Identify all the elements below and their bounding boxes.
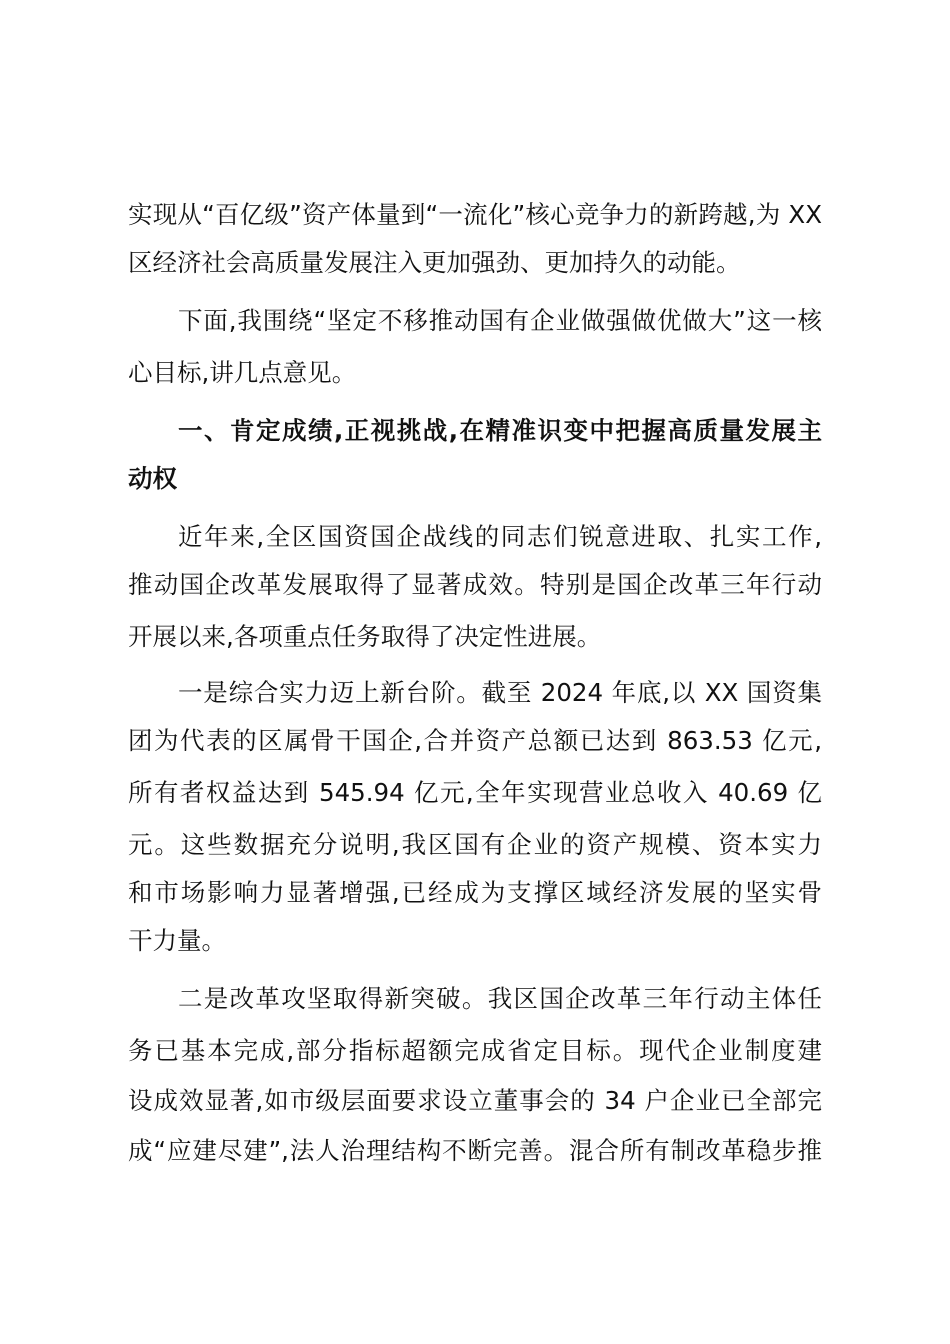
- text-line: 所有者权益达到 545.94 亿元,全年实现营业总收入 40.69 亿: [128, 778, 822, 807]
- text-line: 二是改革攻坚取得新突破。我区国企改革三年行动主体任: [178, 984, 822, 1013]
- text-line: 心目标,讲几点意见。: [128, 358, 357, 387]
- text-line: 元。这些数据充分说明,我区国有企业的资产规模、资本实力: [128, 830, 822, 859]
- text-line: 团为代表的区属骨干国企,合并资产总额已达到 863.53 亿元,: [128, 726, 822, 755]
- text-line: 开展以来,各项重点任务取得了决定性进展。: [128, 622, 602, 651]
- heading-line: 动权: [128, 464, 177, 493]
- text-line: 实现从“百亿级”资产体量到“一流化”核心竞争力的新跨越,为 XX: [128, 200, 822, 229]
- text-line: 干力量。: [128, 926, 226, 955]
- text-line: 下面,我围绕“坚定不移推动国有企业做强做优做大”这一核: [178, 306, 822, 335]
- text-line: 和市场影响力显著增强,已经成为支撑区域经济发展的坚实骨: [128, 878, 822, 907]
- text-line: 务已基本完成,部分指标超额完成省定目标。现代企业制度建: [128, 1036, 822, 1065]
- text-line: 近年来,全区国资国企战线的同志们锐意进取、扎实工作,: [178, 522, 822, 551]
- text-line: 推动国企改革发展取得了显著成效。特别是国企改革三年行动: [128, 570, 822, 599]
- text-line: 一是综合实力迈上新台阶。截至 2024 年底,以 XX 国资集: [178, 678, 822, 707]
- text-line: 区经济社会高质量发展注入更加强劲、更加持久的动能。: [128, 248, 741, 277]
- text-line: 成“应建尽建”,法人治理结构不断完善。混合所有制改革稳步推: [128, 1136, 822, 1165]
- heading-line: 一、肯定成绩,正视挑战,在精准识变中把握高质量发展主: [178, 416, 822, 445]
- text-line: 设成效显著,如市级层面要求设立董事会的 34 户企业已全部完: [128, 1086, 822, 1115]
